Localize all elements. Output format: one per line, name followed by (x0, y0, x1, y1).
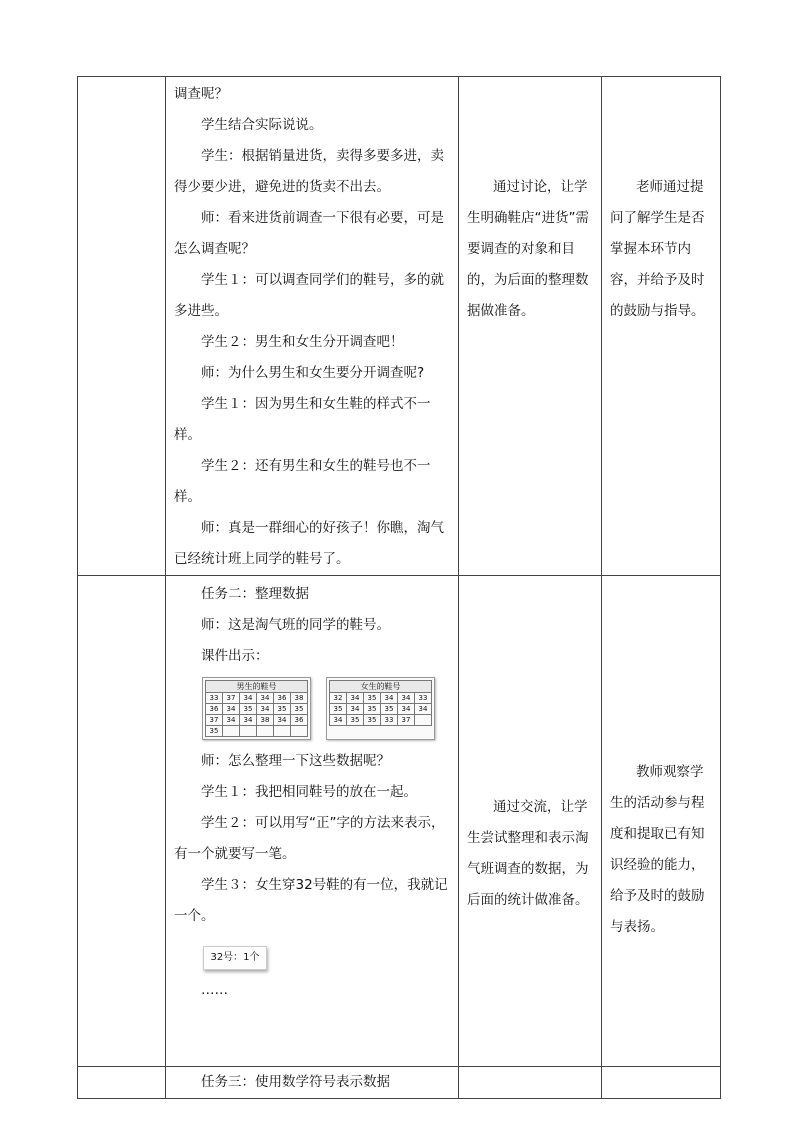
shoe-size-cell: 34 (257, 704, 274, 715)
shoe-size-cell: 34 (347, 693, 364, 704)
shoe-size-cell: 35 (347, 715, 364, 726)
girls-table-title: 女生的鞋号 (330, 681, 432, 693)
girls-shoe-table-frame (326, 677, 435, 740)
shoe-size-cell (240, 726, 257, 737)
intent-cell (459, 576, 602, 1067)
paragraph: 师：看来进货前调查一下很有必要，可是怎么调查呢？ (174, 210, 444, 257)
shoe-size-cell: 35 (274, 704, 291, 715)
shoe-table-row (206, 693, 308, 704)
shoe-size-cell: 35 (364, 704, 381, 715)
shoe-table-row (330, 715, 432, 726)
intent-text: 通过交流，让学生尝试整理和表示淘气班调查的数据，为后面的统计做准备。 (467, 799, 589, 908)
shoe-size-cell: 34 (330, 715, 347, 726)
shoe-table-row (330, 693, 432, 704)
table-row (78, 1067, 721, 1099)
shoe-size-cell: 34 (347, 704, 364, 715)
boys-shoe-table-frame (202, 677, 311, 740)
phase-cell (78, 1067, 166, 1099)
shoe-size-cell (257, 726, 274, 737)
task-heading: 任务三：使用数学符号表示数据 (201, 1074, 390, 1090)
shoe-size-cell: 33 (381, 715, 398, 726)
paragraph: 学生１：因为男生和女生鞋的样式不一样。 (174, 396, 431, 443)
shoe-size-cell: 37 (206, 715, 223, 726)
shoe-size-cell: 32 (330, 693, 347, 704)
shoe-size-cell (223, 726, 240, 737)
assessment-text: 老师通过提问了解学生是否掌握本环节内容，并给予及时的鼓励与指导。 (610, 179, 705, 319)
shoe-size-cell: 37 (223, 693, 240, 704)
paragraph: 师：真是一群细心的好孩子！你瞧，淘气已经统计班上同学的鞋号了。 (174, 520, 444, 567)
table-row (78, 77, 721, 576)
paragraph: 调查呢？ (174, 86, 228, 102)
paragraph: 学生结合实际说说。 (201, 117, 323, 133)
shoe-size-cell: 35 (206, 726, 223, 737)
boys-table-title: 男生的鞋号 (206, 681, 308, 693)
shoe-size-cell: 35 (240, 704, 257, 715)
shoe-size-cell: 35 (330, 704, 347, 715)
tally-note: 32号：1个 (203, 946, 267, 970)
girls-shoe-table (329, 680, 432, 726)
paragraph: 师：怎么整理一下这些数据呢？ (201, 753, 390, 769)
assessment-cell (602, 576, 721, 1067)
shoe-size-cell: 34 (240, 715, 257, 726)
paragraph: 师：这是淘气班的同学的鞋号。 (201, 617, 390, 633)
shoe-size-cell: 35 (364, 693, 381, 704)
shoe-size-cell: 33 (415, 693, 432, 704)
shoe-table-row (206, 715, 308, 726)
shoe-size-cell: 34 (223, 715, 240, 726)
paragraph: 课件出示： (201, 648, 269, 664)
process-cell (166, 1067, 459, 1099)
shoe-size-cell: 36 (206, 704, 223, 715)
shoe-size-cell: 34 (274, 715, 291, 726)
shoe-size-cell: 34 (398, 693, 415, 704)
table-row (78, 576, 721, 1067)
assessment-cell (602, 77, 721, 576)
shoe-size-cell: 33 (206, 693, 223, 704)
assessment-text: 教师观察学生的活动参与程度和提取已有知识经验的能力，给予及时的鼓励与表扬。 (610, 764, 705, 935)
shoe-size-cell (415, 715, 432, 726)
paragraph: 学生２：还有男生和女生的鞋号也不一样。 (174, 458, 431, 505)
process-cell (166, 576, 459, 1067)
process-cell (166, 77, 459, 576)
paragraph: 学生３：女生穿32号鞋的有一位，我就记一个。 (174, 877, 448, 924)
ellipsis: …… (201, 982, 228, 998)
shoe-size-cell: 35 (381, 704, 398, 715)
phase-cell (78, 576, 166, 1067)
shoe-size-cell: 35 (291, 704, 308, 715)
lesson-plan-table (77, 76, 721, 1099)
intent-text: 通过讨论，让学生明确鞋店“进货”需要调查的对象和目的，为后面的整理数据做准备。 (467, 179, 589, 319)
shoe-size-cell: 38 (291, 693, 308, 704)
shoe-size-cell: 34 (415, 704, 432, 715)
shoe-size-cell: 35 (364, 715, 381, 726)
assessment-cell (602, 1067, 721, 1099)
shoe-table-row (206, 726, 308, 737)
paragraph: 学生１：我把相同鞋号的放在一起。 (201, 784, 417, 800)
intent-cell (459, 77, 602, 576)
task-heading: 任务二：整理数据 (201, 586, 309, 602)
shoe-table-row (330, 704, 432, 715)
shoe-size-cell: 34 (257, 693, 274, 704)
shoe-size-cell: 34 (381, 693, 398, 704)
shoe-size-cell (274, 726, 291, 737)
paragraph: 学生：根据销量进货，卖得多要多进，卖得少要少进，避免进的货卖不出去。 (174, 148, 444, 195)
shoe-size-cell (291, 726, 308, 737)
paragraph: 学生１：可以调查同学们的鞋号，多的就多进些。 (174, 272, 444, 319)
shoe-size-tables (202, 677, 458, 740)
paragraph: 师：为什么男生和女生要分开调查呢? (201, 365, 425, 381)
boys-shoe-table (205, 680, 308, 737)
shoe-size-cell: 38 (257, 715, 274, 726)
shoe-size-cell: 34 (240, 693, 257, 704)
shoe-size-cell: 34 (223, 704, 240, 715)
intent-cell (459, 1067, 602, 1099)
shoe-table-row (206, 704, 308, 715)
phase-cell (78, 77, 166, 576)
shoe-size-cell: 36 (291, 715, 308, 726)
shoe-size-cell: 34 (398, 704, 415, 715)
paragraph: 学生２：可以用写“正”字的方法来表示，有一个就要写一笔。 (174, 815, 445, 862)
shoe-size-cell: 36 (274, 693, 291, 704)
shoe-size-cell: 37 (398, 715, 415, 726)
paragraph: 学生２：男生和女生分开调查吧！ (201, 334, 404, 350)
